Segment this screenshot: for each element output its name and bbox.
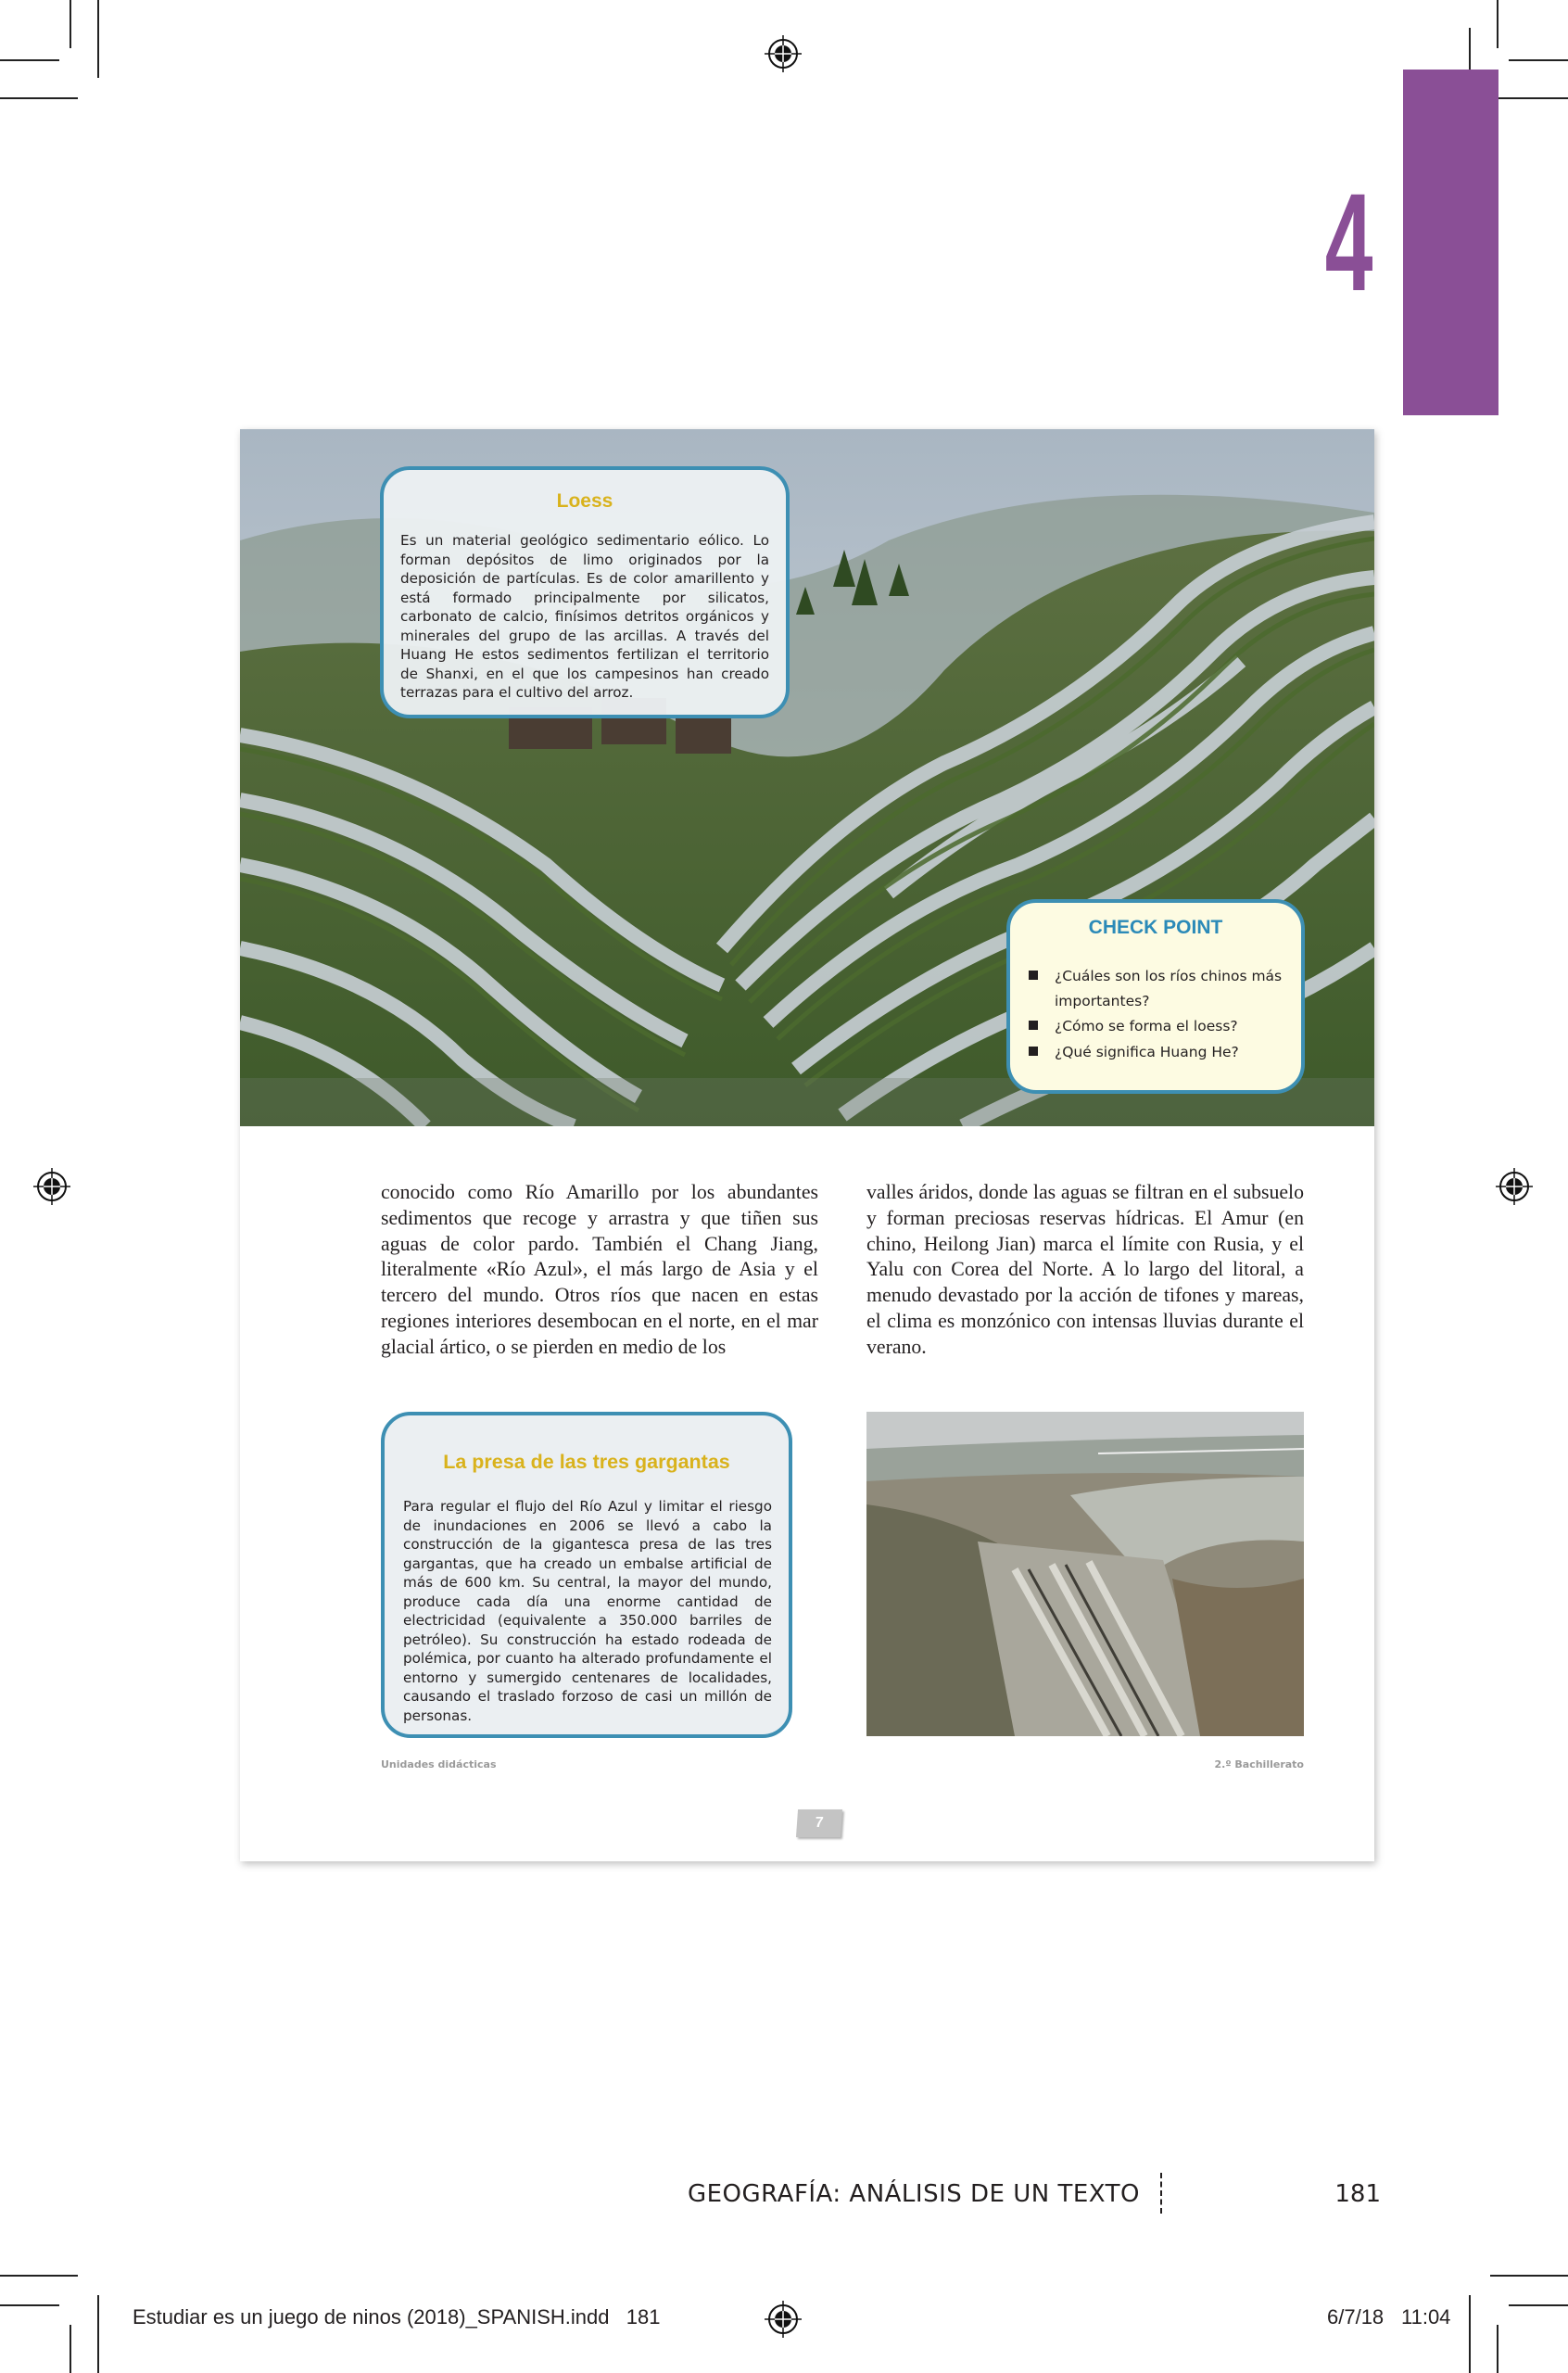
bullet-icon (1029, 1021, 1038, 1030)
registration-mark-icon (765, 2301, 802, 2338)
crop-mark (0, 2304, 59, 2306)
chapter-tab (1403, 70, 1498, 415)
checkpoint-title: CHECK POINT (1088, 917, 1223, 938)
registration-mark-icon (1496, 1168, 1533, 1205)
crop-mark (70, 2325, 71, 2373)
checkpoint-item: importantes? (1055, 993, 1150, 1009)
crop-mark (0, 97, 78, 99)
three-gorges-dam-photo (866, 1412, 1304, 1736)
crop-mark (1469, 2295, 1471, 2373)
crop-mark (1490, 2275, 1568, 2277)
chapter-number: 4 (1324, 164, 1372, 320)
crop-mark (97, 2295, 99, 2373)
crop-mark (97, 0, 99, 78)
loess-callout (380, 466, 790, 718)
registration-mark-icon (765, 35, 802, 72)
crop-mark (0, 2275, 78, 2277)
bullet-icon (1029, 1047, 1038, 1056)
presa-text: Para regular el flujo del Río Azul y limitar el riesgo de inundaciones en 2006 se llevó a cabo la construcción de la gigantesca presa de las tres gargantas, que ha creado un embalse artificial de más de 600 km. Su central, la mayor del mundo, produce cada día una enorme cantidad de electricidad (equivalente a 350.000 barriles de petróleo). Su construcción ha estado rodeada de polémica, por cuanto ha alterado profundamente el entorno y sumergido centenares de localidades, causando el traslado forzoso de casi un millón de personas. (403, 1498, 772, 1724)
slug-time: 11:04 (1401, 2305, 1451, 2329)
inner-page-number: 7 (796, 1809, 842, 1837)
crop-mark (1509, 2304, 1568, 2306)
body-column-2: valles áridos, donde las aguas se filtran en el subsuelo y forman preciosas reservas hídricas. El Amur (en chino, Heilong Jian) marca el límite con Rusia, y el Yalu con Corea del Norte. A lo largo del litoral, a menudo devastado por la acción de tifones y mareas, el clima es monzónico con intensas lluvias durante el verano. (866, 1181, 1304, 1358)
checkpoint-item: ¿Cómo se forma el loess? (1029, 1014, 1238, 1039)
section-title: GEOGRAFÍA: ANÁLISIS DE UN TEXTO (687, 2180, 1140, 2208)
crop-mark (0, 59, 59, 61)
loess-text: Es un material geológico sedimentario eólico. Lo forman depósitos de limo originados por la deposición de partículas. Es de color amarillento y está formado principalmente por silicatos, carbonato de calcio, finísimos detritos orgánicos y minerales del grupo de las arcillas. A través del Huang He estos sedimentos fertilizan el territorio de Shanxi, en el que los campesinos han creado terrazas para el cultivo del arroz. (400, 532, 769, 701)
bullet-icon (1029, 971, 1038, 980)
inner-footer-right: 2.º Bachillerato (1214, 1758, 1304, 1770)
crop-mark (1490, 97, 1568, 99)
loess-title: Loess (556, 490, 613, 512)
slug-filename: Estudiar es un juego de ninos (2018)_SPANISH.indd 181 (133, 2305, 661, 2329)
inner-footer-left: Unidades didácticas (381, 1758, 497, 1770)
footer-divider (1160, 2173, 1162, 2214)
presa-callout (381, 1412, 792, 1738)
checkpoint-callout (1006, 899, 1305, 1094)
body-column-1: conocido como Río Amarillo por los abundantes sedimentos que recoge y arrastra y que tiñen sus aguas de color pardo. También el Chang Jiang, literalmente «Río Azul», el más largo de Asia y el tercero del mundo. Otros ríos que nacen en estas regiones interiores desembocan en el norte, en el mar glacial ártico, o se pierden en medio de los (381, 1181, 818, 1358)
crop-mark (1509, 59, 1568, 61)
page-number: 181 (1334, 2180, 1381, 2208)
checkpoint-item: ¿Qué significa Huang He? (1029, 1040, 1239, 1065)
checkpoint-item: ¿Cuáles son los ríos chinos más (1029, 964, 1282, 989)
registration-mark-icon (33, 1168, 70, 1205)
presa-title: La presa de las tres gargantas (443, 1451, 730, 1473)
crop-mark (1497, 0, 1498, 48)
crop-mark (1497, 2325, 1498, 2373)
slug-date: 6/7/18 (1327, 2305, 1385, 2329)
crop-mark (70, 0, 71, 48)
